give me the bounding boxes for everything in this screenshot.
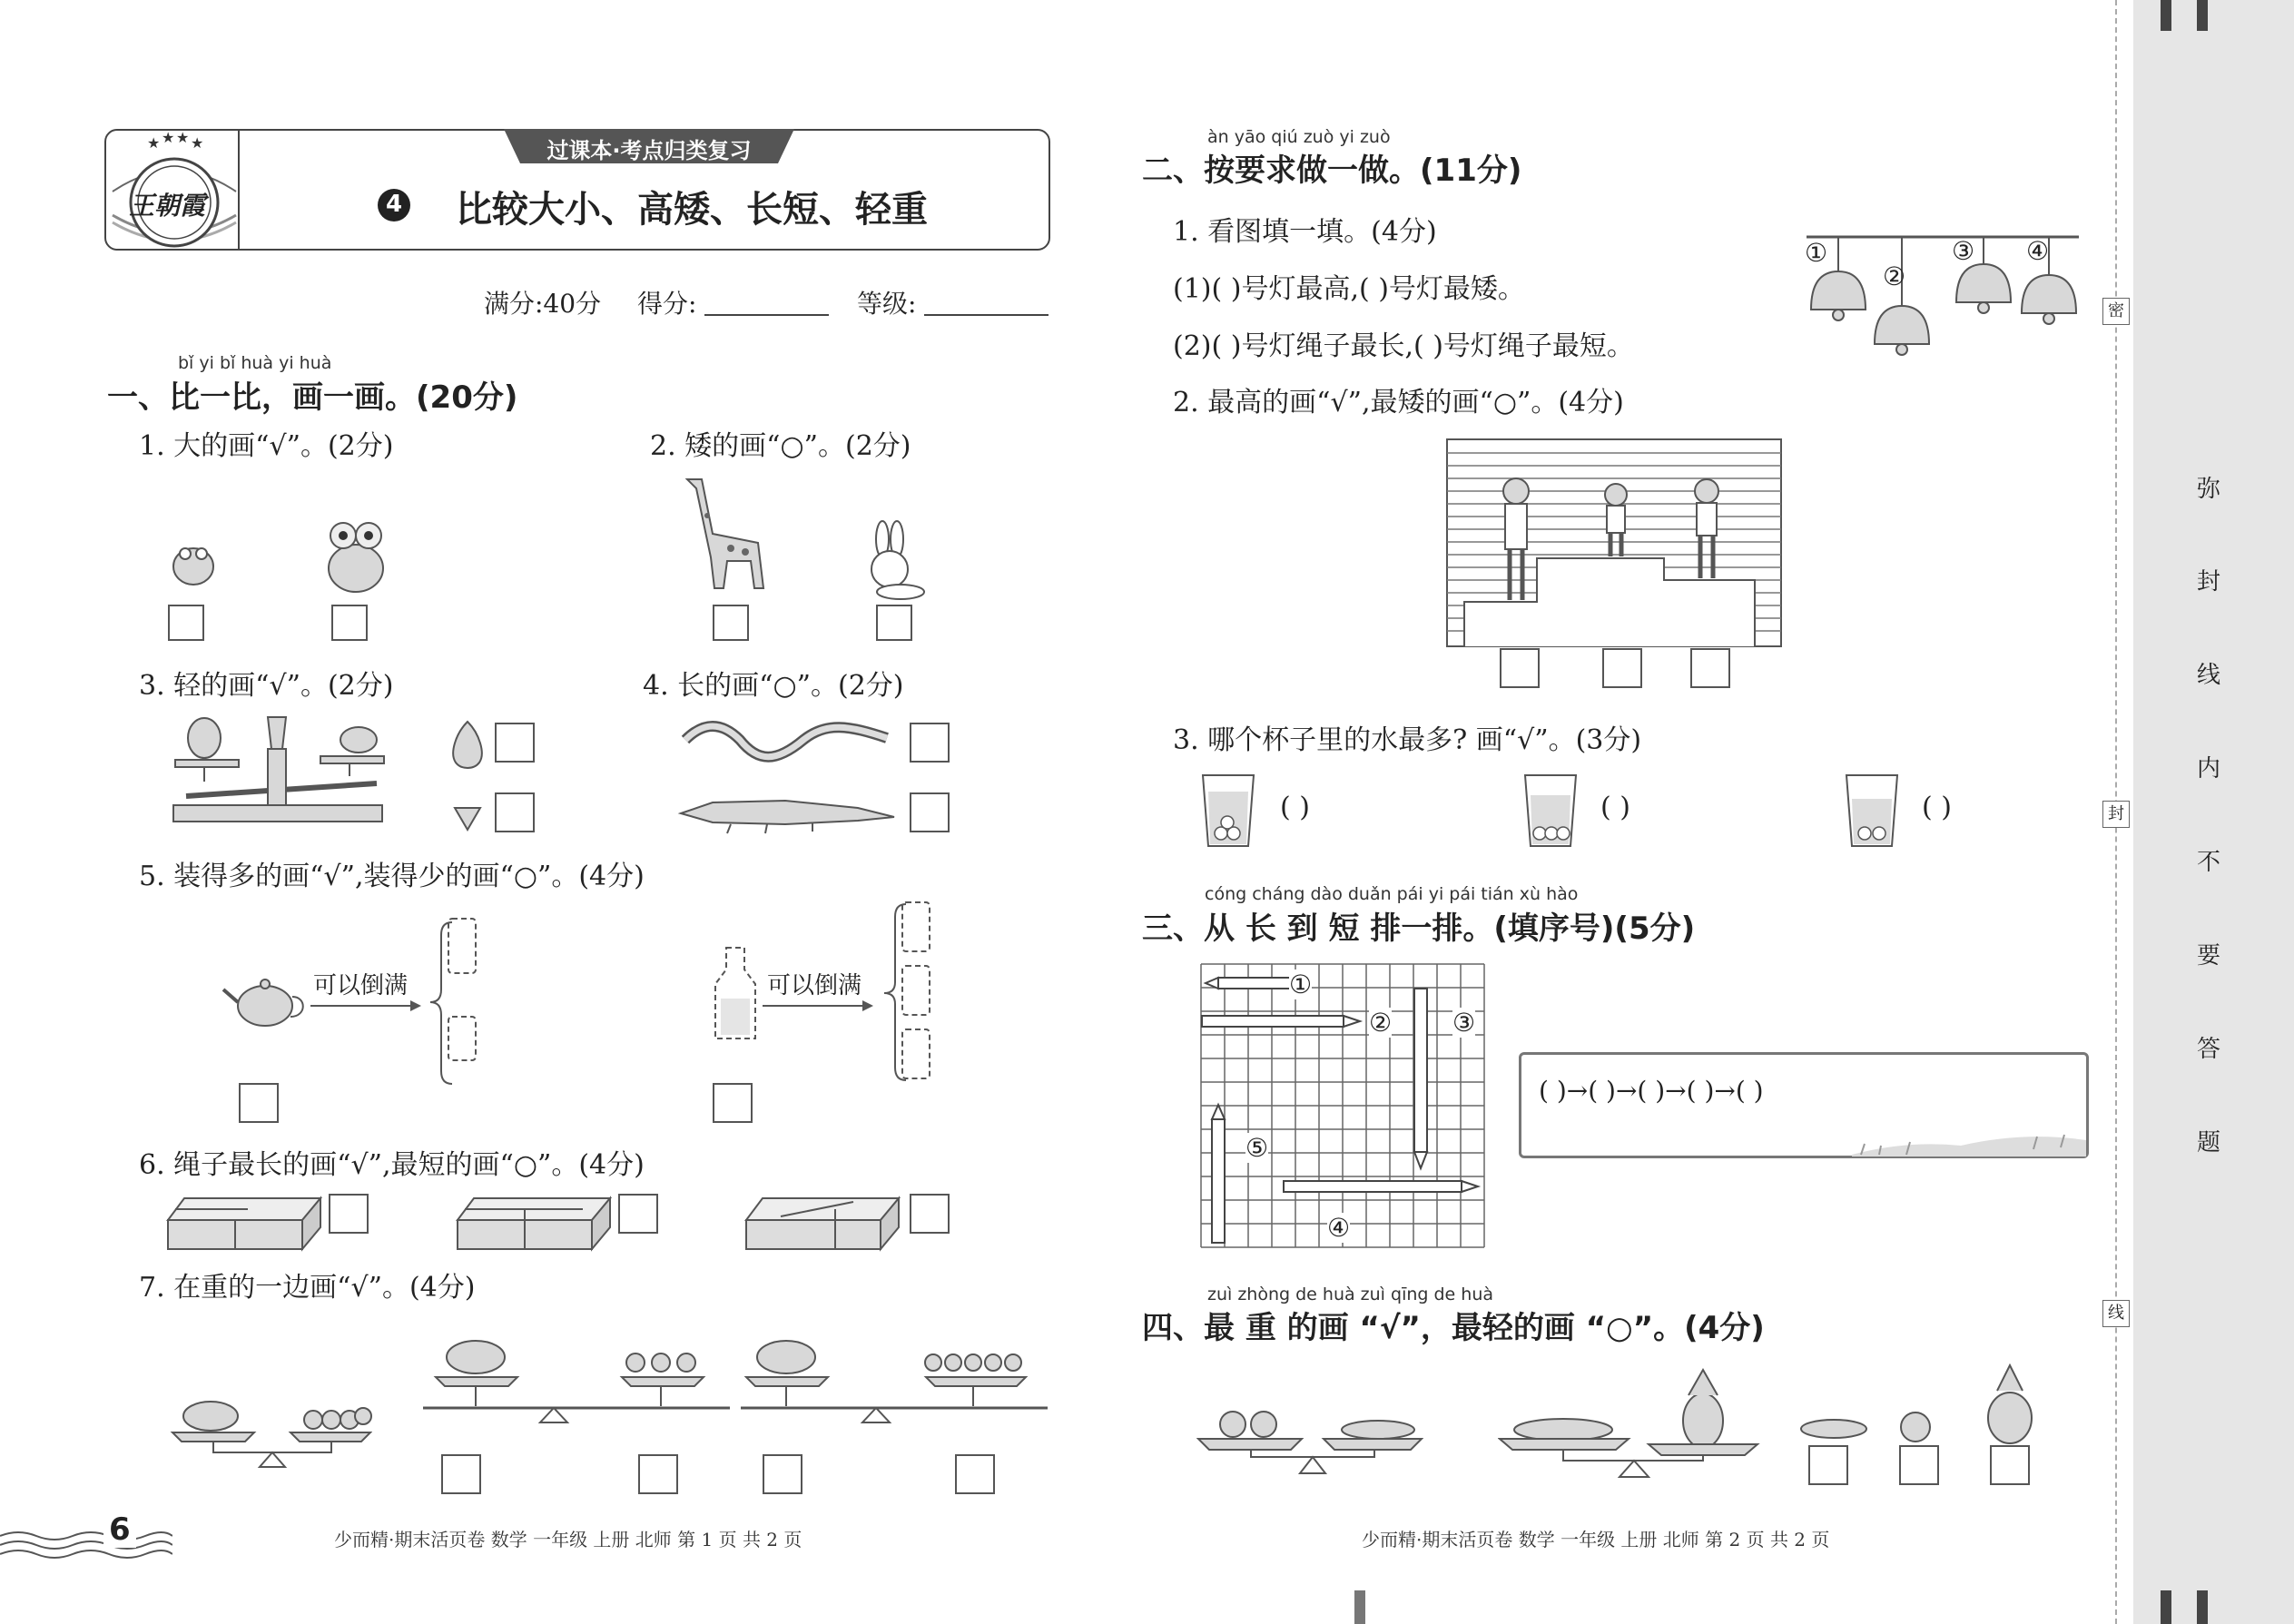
gift-box-2 <box>456 1189 615 1253</box>
page-title: 比较大小、高矮、长短、轻重 <box>456 189 928 231</box>
cup-paren-2[interactable]: ( ) <box>1600 792 1630 823</box>
question-r2: 2. 最高的画“√”,最矮的画“○”。(4分) <box>1173 387 1624 418</box>
answer-box-q6-1[interactable] <box>329 1194 369 1234</box>
binding-text-1: 弥 <box>2197 476 2221 503</box>
answer-box-q7-3[interactable] <box>763 1454 802 1494</box>
score-label: 得分: <box>637 289 697 319</box>
question-4: 4. 长的画“○”。(2分) <box>643 670 904 702</box>
teapot-image <box>220 969 310 1033</box>
fill-label-left: 可以倒满 <box>313 972 409 999</box>
logo-text: 王朝霞 <box>129 191 206 221</box>
pencil-label-4: ④ <box>1327 1213 1351 1243</box>
bottle-image <box>708 944 763 1042</box>
question-6: 6. 绳子最长的画“√”,最短的画“○”。(4分) <box>139 1149 645 1181</box>
score-input[interactable] <box>704 314 829 316</box>
answer-box-q1-small-frog[interactable] <box>168 605 204 641</box>
binding-text-2: 封 <box>2197 568 2221 595</box>
snake-image <box>676 713 894 776</box>
grass-decoration <box>1852 1122 2086 1156</box>
pencil-label-3: ③ <box>1452 1008 1476 1038</box>
pencil-label-5: ⑤ <box>1245 1133 1269 1163</box>
page-number: 6 <box>103 1511 136 1548</box>
section4-pinyin: zuì zhòng de huà zuì qīng de huà <box>1207 1284 1494 1304</box>
section2-pinyin: àn yāo qiú zuò yi zuò <box>1207 127 1391 147</box>
svg-text:★: ★ <box>176 132 190 146</box>
section3-pinyin: cóng cháng dào duǎn pái yi pái tián xù hào <box>1205 884 1579 904</box>
answer-box-q2-giraffe[interactable] <box>713 605 749 641</box>
binding-text-8: 题 <box>2197 1129 2221 1156</box>
number-label: 4 <box>385 191 403 218</box>
lamp-label-3: ③ <box>1952 236 1975 266</box>
answer-box-r2-3[interactable] <box>1690 648 1730 688</box>
balance-vegetable-pineapple <box>1498 1366 1761 1484</box>
arrow-right <box>761 997 874 1015</box>
svg-text:★: ★ <box>162 132 175 146</box>
vegetable-image <box>1797 1414 1870 1442</box>
svg-text:★: ★ <box>191 134 204 152</box>
pear-image <box>445 717 490 772</box>
pencil-label-2: ② <box>1369 1008 1393 1038</box>
answer-box-q6-2[interactable] <box>618 1194 658 1234</box>
grade-label: 等级: <box>857 289 917 319</box>
binding-bar-top-2 <box>2197 0 2208 31</box>
binding-bar-top-1 <box>2161 0 2171 31</box>
grade-input[interactable] <box>924 314 1049 316</box>
water-cup-1 <box>1201 773 1255 848</box>
gift-box-3 <box>744 1189 903 1253</box>
header-divider <box>238 131 240 249</box>
answer-box-s4-pineapple[interactable] <box>1990 1445 2030 1485</box>
balance-scale-image <box>168 713 386 831</box>
svg-text:★: ★ <box>147 134 161 152</box>
section2-title: 二、按要求做一做。(11分) <box>1142 153 1522 189</box>
water-cup-3 <box>1845 773 1899 848</box>
answer-box-r2-1[interactable] <box>1500 648 1540 688</box>
cups-right <box>899 901 935 1091</box>
strawberry-image <box>449 797 486 833</box>
answer-box-s4-tomato[interactable] <box>1899 1445 1939 1485</box>
question-7: 7. 在重的一边画“√”。(4分) <box>139 1272 476 1304</box>
sequence-answer[interactable]: ( )→( )→( )→( )→( ) <box>1539 1076 1764 1106</box>
binding-text-5: 不 <box>2197 849 2221 876</box>
answer-box-q3-pear[interactable] <box>495 723 535 763</box>
answer-box-r2-2[interactable] <box>1602 648 1642 688</box>
footer-right: 少而精·期末活页卷 数学 一年级 上册 北师 第 2 页 共 2 页 <box>1362 1529 1830 1550</box>
balance-3 <box>735 1330 1053 1430</box>
question-r1: 1. 看图填一填。(4分) <box>1173 216 1437 248</box>
answer-box-q5-bottle[interactable] <box>713 1083 753 1123</box>
lamp-label-1: ① <box>1805 238 1828 268</box>
answer-box-q7-1[interactable] <box>441 1454 481 1494</box>
lamp-label-2: ② <box>1883 261 1906 291</box>
question-r3: 3. 哪个杯子里的水最多? 画“√”。(3分) <box>1173 724 1642 756</box>
section3-title: 三、从 长 到 短 排一排。(填序号)(5分) <box>1142 910 1696 947</box>
answer-box-q2-rabbit[interactable] <box>876 605 912 641</box>
answer-box-q4-snake[interactable] <box>910 723 950 763</box>
answer-box-q5-teapot[interactable] <box>239 1083 279 1123</box>
pineapple-image <box>1984 1363 2035 1445</box>
footer-wave <box>0 1525 172 1561</box>
section1-pinyin: bǐ yi bǐ huà yi huà <box>178 353 332 373</box>
arrow-left <box>309 997 422 1015</box>
question-3: 3. 轻的画“√”。(2分) <box>139 670 394 702</box>
answer-box-q7-4[interactable] <box>955 1454 995 1494</box>
fill-label-right: 可以倒满 <box>767 972 862 999</box>
answer-box-q4-crocodile[interactable] <box>910 792 950 832</box>
cup-paren-1[interactable]: ( ) <box>1280 792 1310 823</box>
answer-box-q1-big-frog[interactable] <box>331 605 368 641</box>
balance-1 <box>163 1389 372 1471</box>
section1-title: 一、比一比，画一画。(20分) <box>107 379 518 416</box>
answer-box-q6-3[interactable] <box>910 1194 950 1234</box>
seal-mark-1: 密 <box>2102 298 2130 325</box>
banner-text: 过课本·考点归类复习 <box>546 138 752 163</box>
giraffe-image <box>676 470 776 597</box>
pencil-grid-image <box>1200 963 1486 1248</box>
lamp-label-4: ④ <box>2026 236 2050 266</box>
balance-tomato-vegetable <box>1196 1403 1423 1484</box>
binding-bar-bottom-2 <box>2197 1590 2208 1624</box>
footer-left: 少而精·期末活页卷 数学 一年级 上册 北师 第 1 页 共 2 页 <box>334 1529 802 1550</box>
water-cup-2 <box>1523 773 1578 848</box>
binding-bar-bottom-1 <box>2161 1590 2171 1624</box>
question-r1b: (2)( )号灯绳子最长,( )号灯绳子最短。 <box>1173 330 1634 362</box>
balance-2 <box>418 1330 735 1430</box>
question-2: 2. 矮的画“○”。(2分) <box>650 430 911 462</box>
full-score: 满分:40分 <box>484 289 602 319</box>
seal-mark-3: 线 <box>2102 1300 2130 1327</box>
answer-box-s4-vegetable[interactable] <box>1808 1445 1848 1485</box>
center-fold-mark <box>1354 1590 1365 1624</box>
big-frog-image <box>320 516 392 597</box>
binding-text-7: 答 <box>2197 1036 2221 1063</box>
tomato-image <box>1897 1407 1934 1443</box>
seal-mark-2: 封 <box>2102 801 2130 828</box>
binding-text-3: 线 <box>2197 662 2221 689</box>
question-1: 1. 大的画“√”。(2分) <box>139 430 394 462</box>
crocodile-image <box>676 790 899 835</box>
binding-text-4: 内 <box>2197 755 2221 782</box>
cups-left <box>445 917 481 1062</box>
answer-box-q3-strawberry[interactable] <box>495 792 535 832</box>
section4-title: 四、最 重 的画 “√”，最轻的画 “○”。(4分) <box>1142 1310 1765 1346</box>
binding-strip <box>2133 0 2294 1624</box>
question-5: 5. 装得多的画“√”,装得少的画“○”。(4分) <box>139 861 645 892</box>
cup-paren-3[interactable]: ( ) <box>1922 792 1952 823</box>
small-frog-image <box>162 536 225 590</box>
boys-steps-image <box>1446 438 1782 647</box>
question-r1a: (1)( )号灯最高,( )号灯最矮。 <box>1173 273 1525 305</box>
answer-box-q7-2[interactable] <box>638 1454 678 1494</box>
gift-box-1 <box>166 1189 325 1253</box>
pencil-label-1: ① <box>1289 969 1313 999</box>
rabbit-image <box>853 519 926 601</box>
binding-text-6: 要 <box>2197 942 2221 969</box>
